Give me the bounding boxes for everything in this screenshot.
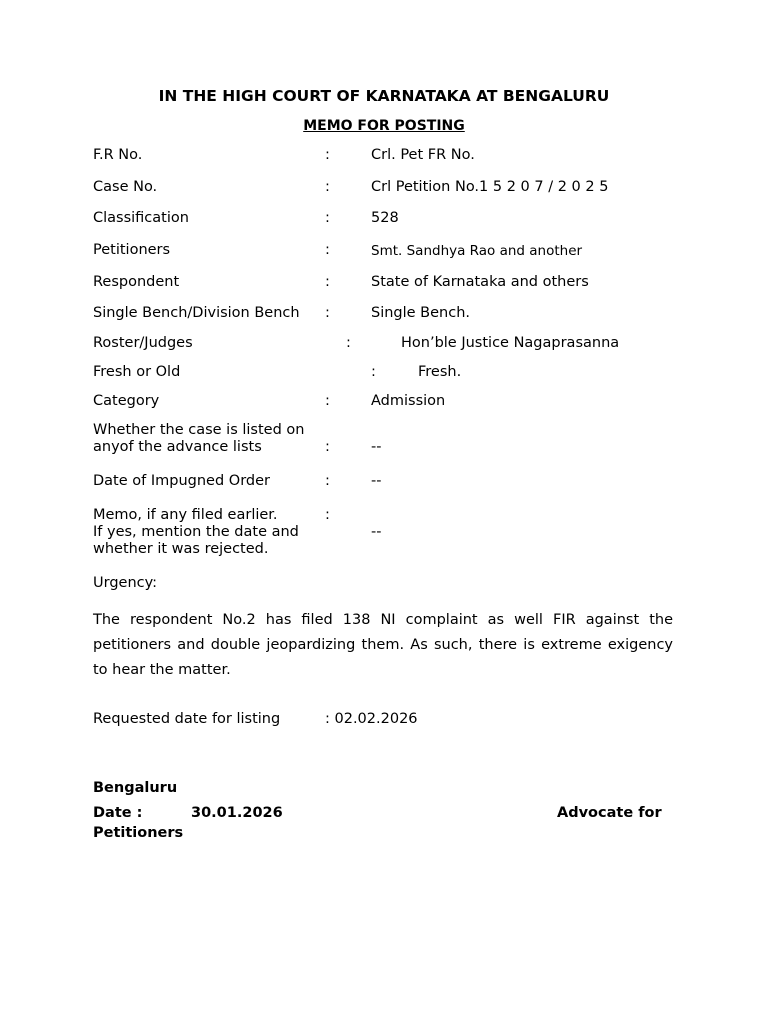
field-label-advance-lists: Whether the case is listed on anyof the advance lists <box>93 422 305 455</box>
field-value-category: Admission <box>371 393 446 409</box>
field-label-memo-earlier: Memo, if any filed earlier. If yes, mention the date and whether it was rejected. <box>93 507 299 557</box>
field-colon: : <box>325 210 330 226</box>
field-label-fresh-or-old: Fresh or Old <box>93 364 181 380</box>
field-colon: : <box>325 507 330 523</box>
signatory-line-2: Petitioners <box>93 825 184 841</box>
field-label-fr-no: F.R No. <box>93 147 143 163</box>
field-value-memo-earlier: -- <box>371 524 382 540</box>
urgency-heading: Urgency: <box>93 575 158 591</box>
field-value-bench: Single Bench. <box>371 305 471 321</box>
field-colon: : <box>325 274 330 290</box>
field-colon: : <box>325 305 330 321</box>
signatory-line-1: Advocate for <box>557 805 662 821</box>
field-label-respondent: Respondent <box>93 274 180 290</box>
field-label-category: Category <box>93 393 160 409</box>
field-value-case-no: Crl Petition No.1 5 2 0 7 / 2 0 2 5 <box>371 179 609 195</box>
field-value-advance-lists: -- <box>371 439 382 455</box>
field-value-respondent: State of Karnataka and others <box>371 274 589 290</box>
field-label-classification: Classification <box>93 210 189 226</box>
field-value-classification: 528 <box>371 210 399 226</box>
field-label-roster: Roster/Judges <box>93 335 193 351</box>
date-value: 30.01.2026 <box>191 805 283 821</box>
requested-date-label: Requested date for listing <box>93 711 281 727</box>
requested-date-value: : 02.02.2026 <box>325 711 418 727</box>
field-colon: : <box>325 179 330 195</box>
field-colon: : <box>325 147 330 163</box>
field-colon: : <box>325 393 330 409</box>
memo-title: MEMO FOR POSTING <box>303 118 465 134</box>
field-value-petitioners: Smt. Sandhya Rao and another <box>371 243 583 259</box>
field-label-petitioners: Petitioners <box>93 242 171 258</box>
field-colon: : <box>371 364 376 380</box>
field-colon: : <box>346 335 351 351</box>
field-value-impugned-order: -- <box>371 473 382 489</box>
field-colon: : <box>325 439 330 455</box>
field-colon: : <box>325 473 330 489</box>
date-label: Date : <box>93 805 143 821</box>
field-value-fr-no: Crl. Pet FR No. <box>371 147 475 163</box>
urgency-paragraph: The respondent No.2 has filed 138 NI complaint as well FIR against the petitioners and double jeopardizing them. As such, there is extreme exigency to hear the matter. <box>93 612 673 678</box>
field-value-roster: Hon’ble Justice Nagaprasanna <box>401 335 620 351</box>
field-label-case-no: Case No. <box>93 179 158 195</box>
field-colon: : <box>325 242 330 258</box>
field-label-bench: Single Bench/Division Bench <box>93 305 300 321</box>
field-label-impugned-order: Date of Impugned Order <box>93 473 270 489</box>
field-value-fresh-or-old: Fresh. <box>418 364 462 380</box>
court-title: IN THE HIGH COURT OF KARNATAKA AT BENGALURU <box>158 87 610 105</box>
place: Bengaluru <box>93 780 178 796</box>
